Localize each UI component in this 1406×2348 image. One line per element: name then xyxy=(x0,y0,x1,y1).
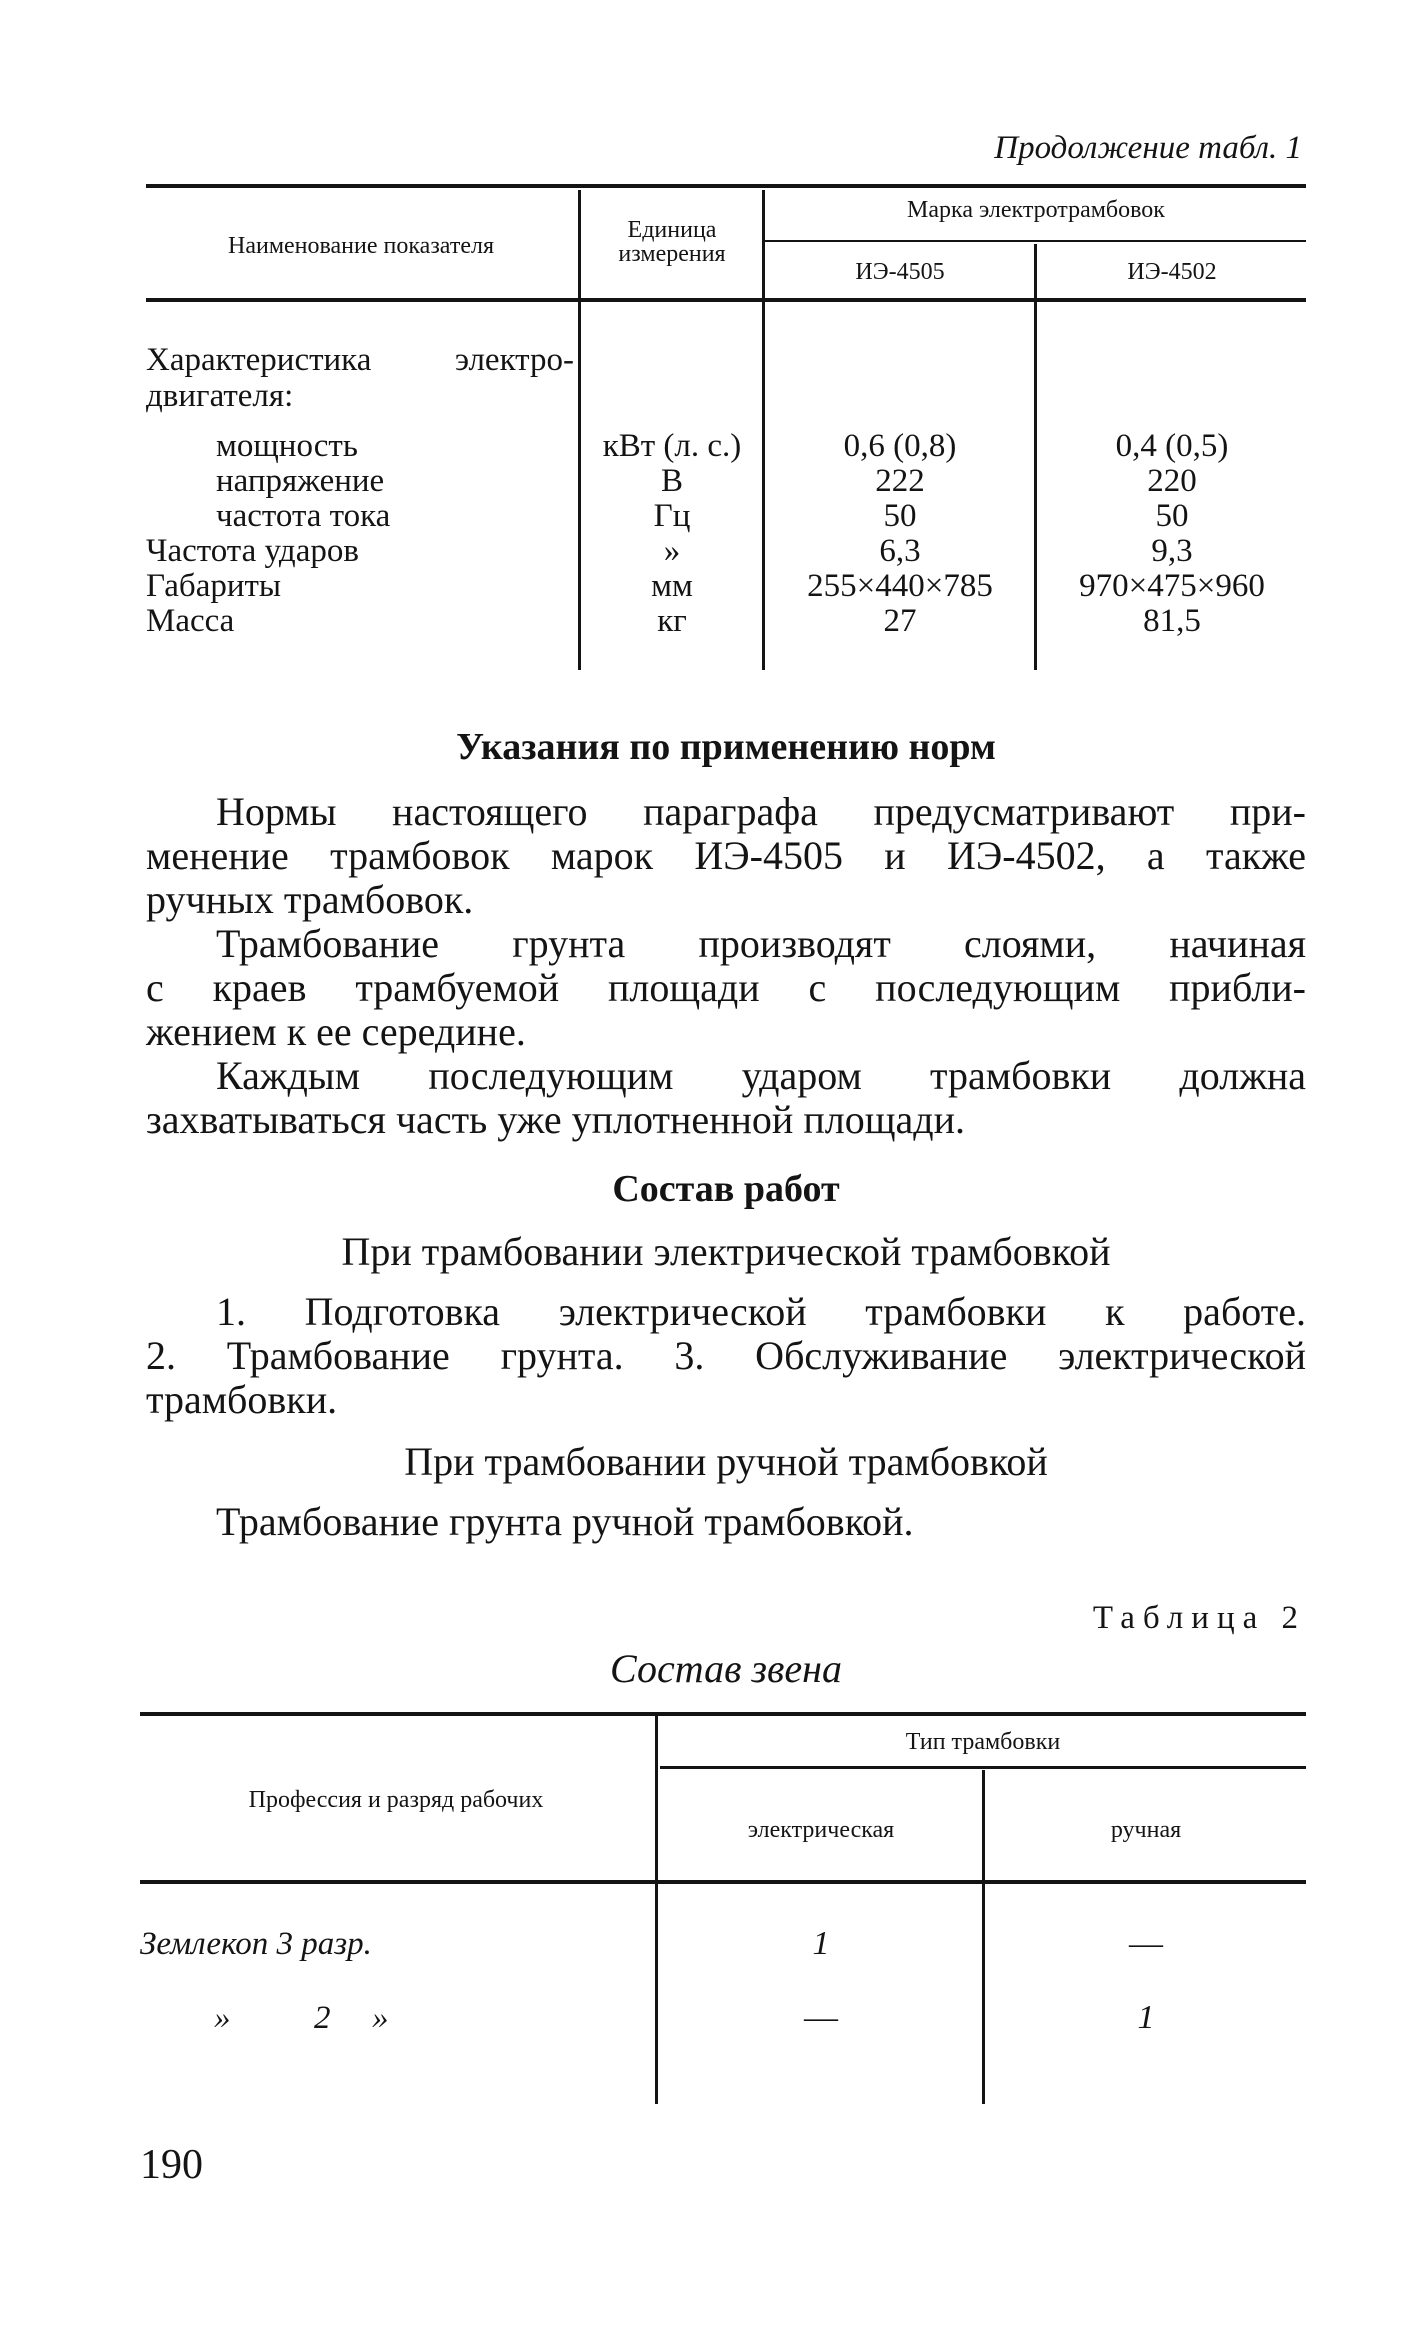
paragraph-line: 2. Трамбование грунта. 3. Обслуживание электрической xyxy=(146,1333,1306,1378)
table2-col-divider-2 xyxy=(982,1770,985,2104)
table1-row-value-ie4505: 255×440×785 xyxy=(807,568,993,604)
table1-row-name: частота тока xyxy=(216,498,391,534)
table1-row-name: напряжение xyxy=(216,463,385,499)
table1-col-divider-3 xyxy=(1034,244,1037,670)
table1-row-unit: кг xyxy=(657,603,687,639)
table2-header-type-group: Тип трамбовки xyxy=(905,1729,1061,1755)
table2-row-profession: Землекоп 3 разр. xyxy=(140,1926,372,1962)
section-heading-work-composition: Состав работ xyxy=(612,1168,840,1210)
table2-row-value-manual: — xyxy=(1129,1925,1163,1962)
table1-row-name: Габариты xyxy=(146,568,282,604)
paragraph-line: захватываться часть уже уплотненной площади. xyxy=(146,1097,966,1142)
table1-row-value-ie4502: 81,5 xyxy=(1143,603,1201,639)
table1-section-label-line1: Характеристика электро- xyxy=(146,342,574,378)
table1-row-name: Частота ударов xyxy=(146,533,359,569)
table2-row-value-electric: 1 xyxy=(812,1925,830,1962)
table1-header-name: Наименование показателя xyxy=(228,233,494,259)
table2-header-profession: Профессия и разряд рабочих xyxy=(248,1787,544,1813)
table1-row-name: мощность xyxy=(216,428,358,464)
table2-type-rule xyxy=(660,1766,1306,1769)
table1-row-value-ie4502: 220 xyxy=(1147,463,1197,499)
table2-header-type-manual: ручная xyxy=(1110,1817,1182,1843)
table1-row-unit: Гц xyxy=(653,498,691,534)
table1-row-unit: кВт (л. с.) xyxy=(602,428,742,464)
table2-col-divider-1 xyxy=(655,1716,658,2104)
table1-row-unit: мм xyxy=(651,568,693,604)
table2-row-ditto-open: » xyxy=(214,2000,231,2036)
table1-row-unit: » xyxy=(663,533,681,569)
paragraph-line: Каждым последующим ударом трамбовки должна xyxy=(216,1053,1306,1098)
paragraph-line: Нормы настоящего параграфа предусматривают при- xyxy=(216,789,1306,834)
table1-header-unit-line2: измерения xyxy=(618,241,726,267)
table1-row-value-ie4502: 9,3 xyxy=(1151,533,1193,569)
table-continuation-label: Продолжение табл. 1 xyxy=(994,130,1302,166)
table2-row-value-electric: — xyxy=(804,1999,838,2036)
table2-top-rule xyxy=(140,1712,1306,1716)
paragraph-line: Трамбование грунта производят слоями, начиная xyxy=(216,921,1306,966)
table1-col-divider-2 xyxy=(762,190,765,670)
table1-row-value-ie4505: 27 xyxy=(883,603,917,639)
table1-row-value-ie4502: 970×475×960 xyxy=(1079,568,1265,604)
table1-row-unit: В xyxy=(660,463,683,499)
table1-header-unit-line1: Единица xyxy=(627,217,717,243)
table2-header-bottom-rule xyxy=(140,1880,1306,1884)
paragraph-line: менение трамбовок марок ИЭ-4505 и ИЭ-4502, а также xyxy=(146,833,1306,878)
table1-row-name: Масса xyxy=(146,603,235,639)
table2-row-grade: 2 xyxy=(314,2000,331,2036)
subheading-electric: При трамбовании электрической трамбовкой xyxy=(341,1229,1111,1274)
table1-header-bottom-rule xyxy=(146,298,1306,302)
paragraph-line: трамбовки. xyxy=(146,1377,338,1422)
paragraph-line: ручных трамбовок. xyxy=(146,877,474,922)
table1-col-divider-1 xyxy=(578,190,581,670)
page-number: 190 xyxy=(140,2142,203,2188)
table1-header-brand1: ИЭ-4505 xyxy=(855,259,945,285)
table2-title: Состав звена xyxy=(609,1646,842,1691)
table1-row-value-ie4502: 0,4 (0,5) xyxy=(1115,428,1229,464)
table1-row-value-ie4505: 50 xyxy=(883,498,917,534)
subheading-manual: При трамбовании ручной трамбовкой xyxy=(404,1439,1048,1484)
paragraph-line: Трамбование грунта ручной трамбовкой. xyxy=(216,1499,914,1544)
section-heading-norms: Указания по применению норм xyxy=(456,726,996,768)
table1-top-rule xyxy=(146,184,1306,188)
table2-row-ditto-close: » xyxy=(372,2000,389,2036)
table2-label: Таблица 2 xyxy=(1092,1600,1306,1636)
paragraph-line: с краев трамбуемой площади с последующим прибли- xyxy=(146,965,1306,1010)
table1-row-value-ie4505: 6,3 xyxy=(879,533,921,569)
table1-brand-rule xyxy=(765,240,1306,242)
paragraph-line: жением к ее середине. xyxy=(146,1009,526,1054)
table2-header-type-electric: электрическая xyxy=(747,1817,895,1843)
table1-row-value-ie4502: 50 xyxy=(1155,498,1189,534)
table1-section-label-line2: двигателя: xyxy=(146,378,294,414)
table1-header-brand2: ИЭ-4502 xyxy=(1127,259,1217,285)
table2-row-value-manual: 1 xyxy=(1137,1999,1155,2036)
table1-header-brand-group: Марка электротрамбовок xyxy=(907,197,1165,223)
table1-row-value-ie4505: 222 xyxy=(875,463,925,499)
table1-row-value-ie4505: 0,6 (0,8) xyxy=(843,428,957,464)
paragraph-line: 1. Подготовка электрической трамбовки к работе. xyxy=(216,1289,1306,1334)
